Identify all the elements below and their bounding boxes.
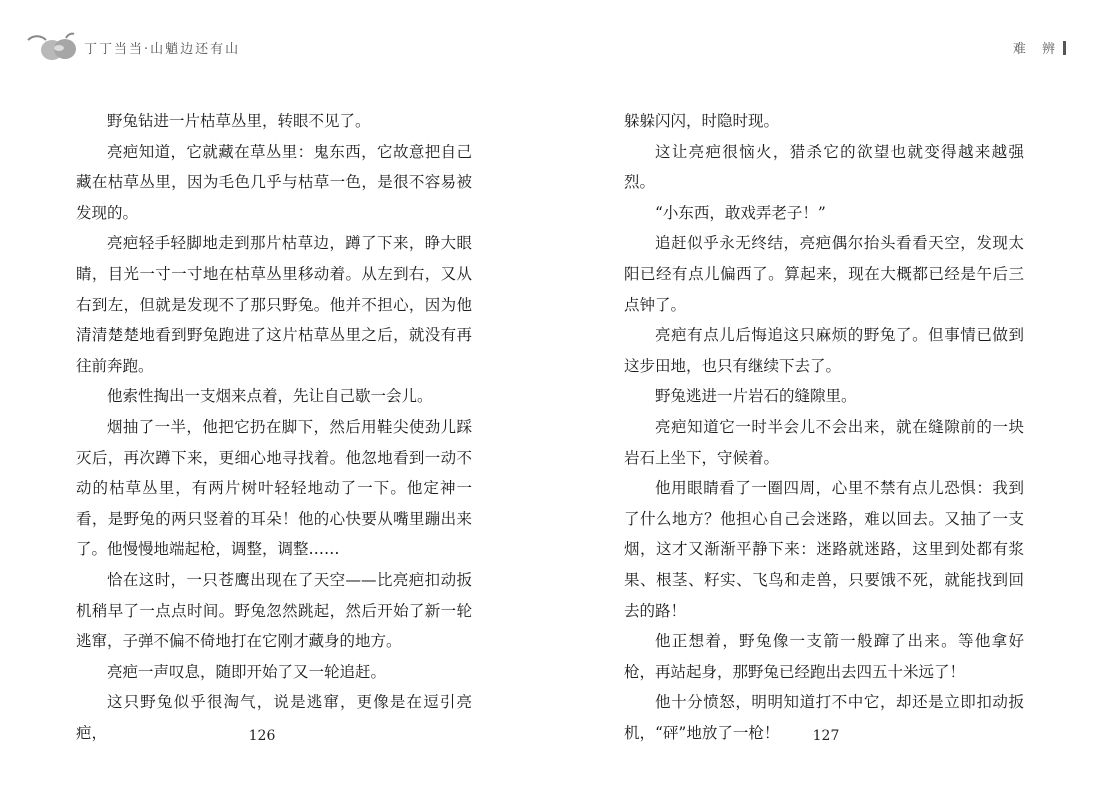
paragraph: 烟抽了一半，他把它扔在脚下，然后用鞋尖使劲儿踩灭后，再次蹲下来，更细心地寻找着。他忽地看到一动不动的枯草丛里，有两片树叶轻轻地动了一下。他定神一看，是野兔的两只竖着的耳朵！他的心快要从嘴里蹦出来了。他慢慢地端起枪，调整，调整…… <box>76 417 472 559</box>
paragraph: 他用眼睛看了一圈四周，心里不禁有点儿恐惧：我到了什么地方？他担心自己会迷路，难以回去。又抽了一支烟，这才又渐渐平静下来：迷路就迷路，这里到处都有浆果、根茎、籽实、飞鸟和走兽，只要饿不死，就能找到回去的路！ <box>624 479 1024 620</box>
paragraph: 这让亮疤很恼火，猎杀它的欲望也就变得越来越强烈。 <box>624 142 1024 192</box>
running-header-right <box>1013 38 1066 57</box>
paragraph: 野兔钻进一片枯草丛里，转眼不见了。 <box>107 112 371 130</box>
paragraph: 他正想着，野兔像一支箭一般蹿了出来。等他拿好枪，再站起身，那野兔已经跑出去四五十米远了！ <box>624 632 1024 681</box>
paragraph: 野兔逃进一片岩石的缝隙里。 <box>655 387 857 406</box>
paragraph: 亮疤一声叹息，随即开始了又一轮追赶。 <box>107 662 387 681</box>
left-page-body <box>76 106 472 748</box>
paragraph: 亮疤知道，它就藏在草丛里：鬼东西，它故意把自己藏在枯草丛里，因为毛色几乎与枯草一色，是很不容易被发现的。 <box>76 142 472 222</box>
paragraph: 亮疤知道它一时半会儿不会出来，就在缝隙前的一块岩石上坐下，守候着。 <box>624 417 1024 467</box>
paragraph: 亮疤轻手轻脚地走到那片枯草边，蹲了下来，睁大眼睛，目光一寸一寸地在枯草丛里移动着。从左到右，又从右到左，但就是发现不了那只野兔。他并不担心，因为他清清楚楚地看到野兔跑进了这片枯草丛里之后，就没有再往前奔跑。 <box>76 234 472 375</box>
paragraph: “小东西，敢戏弄老子！” <box>655 203 826 222</box>
paragraph: 这只野兔似乎很淘气，说是逃窜，更像是在逗引亮疤， <box>76 693 472 742</box>
paragraph: 恰在这时，一只苍鹰出现在了天空——比亮疤扣动扳机稍早了一点点时间。野兔忽然跳起，然后开始了新一轮逃窜，子弹不偏不倚地打在它刚才藏身的地方。 <box>76 570 472 651</box>
paragraph: 躲躲闪闪，时隐时现。 <box>624 112 780 130</box>
gourd-logo-icon <box>26 30 78 64</box>
running-header-left <box>26 30 240 64</box>
header-bar-mark <box>1063 41 1066 55</box>
right-page <box>548 0 1096 786</box>
series-title: 丁丁当当·山魈边还有山 <box>84 41 241 57</box>
paragraph: 亮疤有点儿后悔追这只麻烦的野兔了。但事情已做到这步田地，也只有继续下去了。 <box>624 326 1024 375</box>
paragraph: 他十分愤怒，明明知道打不中它，却还是立即扣动扳机，“砰”地放了一枪！ <box>624 693 1024 742</box>
left-page-number: 126 <box>248 728 276 744</box>
paragraph: 他索性掏出一支烟来点着，先让自己歇一会儿。 <box>107 387 433 406</box>
right-page-number: 127 <box>812 728 840 744</box>
chapter-title: 难 辨 <box>1012 42 1061 57</box>
paragraph: 追赶似乎永无终结，亮疤偶尔抬头看看天空，发现太阳已经有点儿偏西了。算起来，现在大概都已经是午后三点钟了。 <box>624 234 1024 314</box>
right-page-body <box>624 106 1024 748</box>
